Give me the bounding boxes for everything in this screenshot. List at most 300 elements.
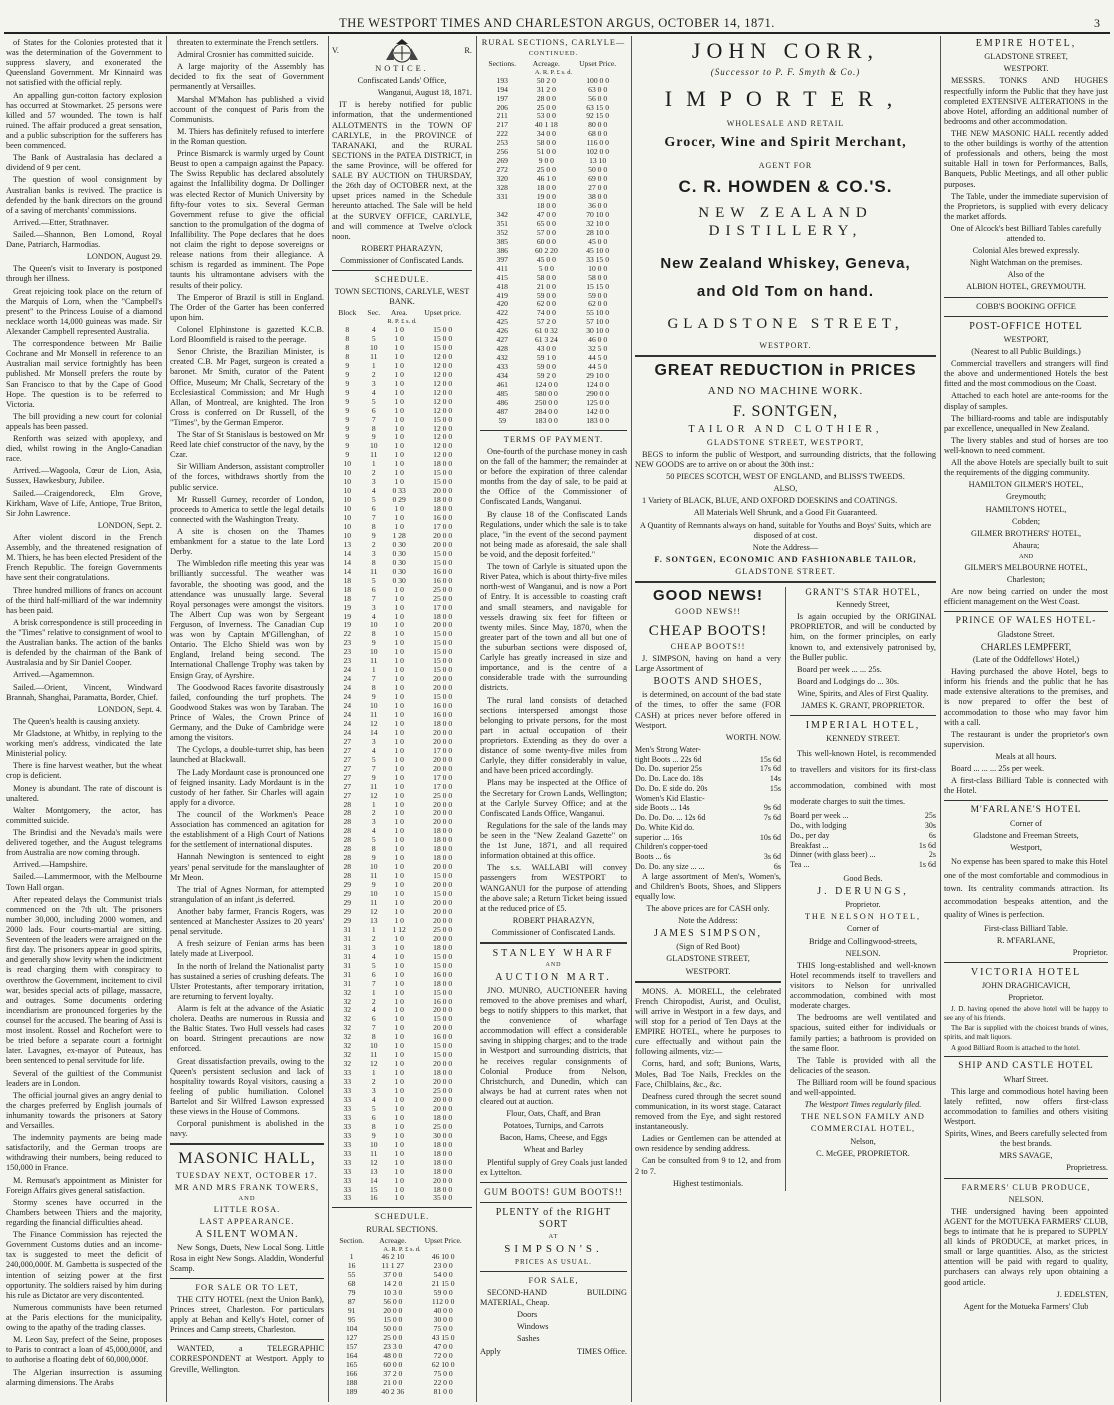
nelson-streets: Bridge and Collingwood-streets, — [808, 936, 918, 946]
wine-line: Wine, Spirits, and Ales of First Quality. — [797, 688, 929, 698]
table-cell: 20 0 0 — [433, 727, 453, 737]
table-cell: 11 — [370, 450, 378, 460]
rural-heading: RURAL SECTIONS. — [366, 1224, 438, 1234]
simpson-town: WESTPORT. — [685, 966, 731, 976]
terms-heading: TERMS OF PAYMENT. — [503, 434, 604, 444]
rule — [332, 1207, 472, 1208]
table-cell: 28 — [343, 808, 352, 818]
table-cell: 9 — [371, 880, 376, 890]
table-cell: 33 — [343, 1103, 352, 1113]
table-cell: 1 0 — [394, 629, 404, 639]
edelsten-name: J. EDELSTEN, — [1056, 1289, 1108, 1299]
mfarlane-town: Westport, — [1010, 843, 1042, 853]
imperial-body: This well-known Hotel, is recommended to travellers and visitors for its first-class accommodation, combined with most moderate charges to suit the times. — [790, 749, 936, 806]
table-cell: 165 — [345, 1359, 358, 1369]
news-paragraph: An appalling gun-cotton factory explosion has occurred at Stowmarket. 25 persons were killed and 57 wounded. The town is half ruined. The affair produced a great sensation, and a public subscription for the sufferers has been commenced. — [6, 90, 162, 151]
imperial-tariff — [790, 811, 936, 870]
post-town: WESTPORT, — [1003, 334, 1049, 344]
table-cell: 1 0 — [394, 1041, 404, 1051]
table-cell: 1 0 — [394, 844, 404, 854]
table-cell: 2 — [371, 539, 376, 549]
column-header: Block — [338, 308, 357, 318]
table-cell: 28 — [343, 871, 352, 881]
tweeds-line: 50 PIECES SCOTCH, WEST OF ENGLAND, and BLISS'S TWEEDS. — [666, 472, 905, 482]
table-cell: 33 — [343, 1130, 352, 1140]
price-value: 10s 6d — [759, 832, 781, 842]
table-cell: 1 0 — [394, 656, 404, 666]
table-cell: 45 0 0 — [536, 254, 556, 264]
grants-body: Is again occupied by the ORIGINAL PROPRIETOR, and will be conducted by him, on the former principles, on early known to, and extensively patronised by, the Buller public. — [790, 612, 936, 662]
table-cell: 24 — [343, 683, 352, 693]
table-cell: 43 0 0 — [536, 344, 556, 354]
price-row — [635, 774, 781, 784]
table-cell: 25 0 0 — [536, 165, 556, 175]
table-cell: 116 0 0 — [586, 138, 609, 148]
table-cell: 104 — [345, 1323, 358, 1333]
news-paragraph: threaten to exterminate the French settlers. — [177, 38, 319, 47]
table-cell: 29 — [343, 906, 352, 916]
price-row — [790, 860, 936, 870]
table-cell: 31 — [343, 942, 352, 952]
table-cell: 142 0 0 — [586, 406, 610, 416]
table-cell: 60 0 0 — [536, 236, 556, 246]
table-cell: 342 — [496, 209, 508, 219]
table-cell: 15 0 0 — [433, 629, 453, 639]
table-cell: 17 0 0 — [433, 781, 453, 791]
table-cell: 16 0 0 — [433, 575, 453, 585]
table-cell: 10 — [369, 441, 378, 451]
greymouth: Greymouth; — [1005, 492, 1047, 502]
times-office: TIMES Office. — [576, 1346, 627, 1356]
price-value: 3s 6d — [763, 852, 781, 862]
table-cell: 53 0 0 — [536, 111, 556, 121]
royal-coat-of-arms-icon — [382, 38, 422, 64]
table-cell: 419 — [496, 290, 508, 300]
nelson-body: THIS long-established and well-known Hotel recommends itself to travellers and visitors to Nelson for unrivalled accommodation, combined with most moderate charges. — [790, 960, 936, 1011]
note-address: Note the Address— — [752, 542, 819, 552]
table-cell: 30 0 0 — [433, 1130, 453, 1140]
table-cell: 20 0 0 — [433, 530, 453, 540]
table-cell: 15 — [369, 1184, 378, 1194]
table-cell: 16 0 0 — [433, 710, 453, 719]
table-cell: 31 — [343, 960, 352, 970]
table-cell: 11 — [370, 781, 378, 791]
price-value: 6s — [928, 830, 936, 840]
column-header: Acreage. — [532, 59, 560, 69]
table-cell: 47 0 0 — [536, 209, 556, 219]
table-cell: 1 0 — [394, 620, 404, 630]
table-cell: 27 — [343, 790, 352, 800]
news-paragraph: Stormy scenes have occurred in the Chambers between Thiers and the majority, regarding the financial difficulties ahead. — [6, 1197, 162, 1228]
price-item: Board per week ... — [790, 811, 849, 821]
news-paragraph: Sailed.—Orient, Vincent, Windward Brannah, Shanghai, Paramatta, Border, Chief. — [6, 682, 162, 702]
table-cell: 1 0 — [394, 1184, 404, 1194]
table-cell: 31 — [343, 933, 352, 943]
table-cell: 27 — [343, 781, 352, 791]
prince-body: Having purchased the above Hotel, begs to inform his friends and the public that he has made extensive alterations to the premises, and is now prepared to offer the best of accommodation to those who may favor him with a call. — [944, 667, 1108, 727]
table-cell: 15 0 0 — [433, 477, 453, 487]
news-paragraph: Arrived.—Agamemnon. — [13, 670, 95, 680]
table-cell: 1 0 — [394, 584, 404, 594]
assortment: A large assortment of Men's, Women's, and Children's Boots, Shoes, and Slippers equally low. — [635, 871, 781, 901]
table-cell: 35 0 0 — [433, 1193, 453, 1203]
table-cell: 20 0 0 — [433, 906, 453, 916]
table-cell: 50 0 0 — [383, 1323, 403, 1333]
advertising-column — [635, 38, 936, 1400]
table-cell: 253 — [496, 138, 508, 148]
simpsons-shop: SIMPSON'S. — [504, 1242, 603, 1255]
column-header: Section. — [339, 1235, 364, 1245]
table-cell: 12 0 0 — [433, 378, 453, 388]
table-cell: 20 0 0 — [433, 754, 453, 764]
lempfert-name: CHARLES LEMPFERT, — [980, 642, 1072, 653]
post-office-hotel-heading: POST-OFFICE HOTEL — [969, 320, 1083, 332]
column-divider — [940, 36, 941, 1402]
table-cell: 33 — [343, 1175, 352, 1185]
news-column-1 — [6, 38, 162, 1400]
table-cell: 95 — [347, 1314, 356, 1324]
red-boot-sign: (Sign of Red Boot) — [676, 942, 740, 952]
table-cell: 45 0 0 — [588, 236, 608, 246]
table-cell: 1 0 — [394, 1005, 404, 1015]
table-cell: 8 — [371, 423, 376, 433]
table-cell: 48 0 0 — [383, 1350, 403, 1360]
board-week: Board per week ... ... 25s. — [797, 664, 882, 674]
price-value: 15s 6d — [759, 754, 781, 764]
sontgen-body: BEGS to inform the public of Westport, and surrounding districts, that the following NEW GOODS are to arrive on or about the 30th inst.: — [635, 449, 936, 470]
news-paragraph: The Wimbledon rifle meeting this year was brilliantly successful. The weather was favorable, the shooting was good, and the attendance was unusually large. Several Royal personages were amongst the visitors. The Albert Cup was won by Sergeant Ferguson, of Inverness. The Canadian Cup was won by Captain M'Gillenghan, of Ontario. The Elcho Shield was won by England, Ireland being second. The International Challenge Trophy was taken by Ensign Gray, of Ayrshire. — [170, 559, 324, 680]
masthead — [0, 0, 1114, 34]
rule — [790, 715, 936, 716]
table-cell: 10 — [369, 342, 378, 352]
table-cell: 32 5 0 — [588, 344, 608, 354]
column-divider — [166, 36, 167, 1402]
table-cell: 25 0 0 — [433, 924, 453, 934]
price-row — [635, 803, 781, 813]
for-sale-heading: FOR SALE, — [528, 1275, 579, 1285]
table-cell: 23 — [343, 638, 352, 648]
table-cell: 1 0 — [394, 1130, 404, 1140]
city-hotel-ad: THE CITY HOTEL (next the Union Bank), Princes street, Charleston. For particulars apply at Behan and Kelly's Hotel, corner of Princes and Camp streets, Charleston. — [170, 1294, 324, 1335]
produce-line: Potatoes, Turnips, and Carrots — [503, 1121, 604, 1131]
produce-line: Bacon, Hams, Cheese, and Eggs — [499, 1133, 608, 1143]
table-cell: 20 0 0 — [433, 763, 453, 773]
price-row — [635, 794, 781, 804]
table-cell: 18 0 0 — [536, 183, 556, 193]
apply-label: Apply — [480, 1346, 501, 1356]
table-cell: 1 0 — [394, 817, 404, 827]
table-cell: 51 0 0 — [536, 147, 556, 157]
table-cell: 87 — [347, 1297, 356, 1307]
news-paragraphs — [6, 717, 162, 1388]
table-cell: 1 0 — [394, 1086, 404, 1096]
news-paragraph: After repeated delays the Communist trials commenced on the 7th ult. The prisoners number 30,000, including 2000 women, and 2000 lads. Four courts-martial are sitting. Seventeen of the leaders were arraigned on the first day. The prisoners appear in good spirits, and generally show levity when the indictment is read charging them with conspiracy to overthrow the Government, incitement to civil war, besides special acts of pillage, massacre, and outrages. Some documents ordering incendiarism are pronounced forgeries by the counsel for the accused. The bearing of Assi is most insolent. Rossel and Rochefort were to be tried before a separate court a fortnight later. Lavagnes, ex-mayor of Puteaux, has been sentenced to penal servitude for life. — [6, 894, 162, 1066]
table-cell: 11 — [370, 1050, 378, 1060]
table-row — [480, 417, 627, 426]
savage-title: Proprietress. — [1066, 1163, 1108, 1173]
table-cell: 6 — [371, 405, 376, 415]
item-line: Windows — [517, 1322, 549, 1332]
table-cell: 15 0 0 — [433, 414, 453, 424]
table-cell: 124 0 0 — [534, 380, 558, 390]
mfarlane-heading: M'FARLANE'S HOTEL — [970, 805, 1082, 816]
table-cell: 127 — [345, 1332, 358, 1342]
rule — [635, 581, 936, 583]
table-cell: 10 — [369, 862, 378, 872]
table-cell: 352 — [496, 227, 508, 237]
table-cell: 20 0 0 — [383, 1305, 403, 1315]
table-cell: 12 — [369, 718, 378, 728]
howden-heading: C. R. HOWDEN & CO.'S. — [678, 177, 893, 197]
imperial-hotel-heading: IMPERIAL HOTEL, — [805, 720, 921, 732]
table-cell: 12 0 0 — [433, 405, 453, 415]
news-paragraph: of States for the Colonies protested that it was the determination of the Government to suppress slavery, and exonerated the Queensland Government. Mr Kinnaird was not satisfied with the official reply. — [6, 38, 162, 88]
table-row — [332, 1388, 472, 1397]
table-cell: 10 3 0 — [383, 1288, 403, 1298]
table-cell: 40 2 36 — [381, 1386, 405, 1396]
table-cell: 18 0 0 — [433, 1112, 453, 1122]
notice-office: Confiscated Lands' Office, — [357, 76, 447, 86]
table-cell: 8 — [345, 325, 350, 335]
table-cell: 10 — [343, 468, 352, 478]
table-cell: 28 — [343, 826, 352, 836]
post-body: Commercial travellers and strangers will find the above and undermentioned Hotels the best fitted and the most commodious on the Coast. — [944, 359, 1108, 389]
news-paragraph: The Finance Commission has rejected the Government Customs duties and an income-tax is suggested to meet the deficit of 240,000,000f. M. Gambetta is suspected of the intention of seizing power at the first opportunity. The soldiers raised by him during his rule as Dictator are very discontented. — [6, 1230, 162, 1300]
price-value: 14s — [769, 774, 781, 784]
table-cell: 46 0 0 — [588, 335, 608, 345]
table-cell: 1 0 — [394, 727, 404, 737]
table-cell: 24 — [343, 674, 352, 684]
table-cell: 157 — [345, 1341, 358, 1351]
price-value: 1s 6d — [918, 840, 936, 850]
table-cell: 4 — [371, 387, 376, 397]
signer-title: Commissioner of Confiscated Lands. — [491, 927, 616, 937]
building-material-ad: SECOND-HAND BUILDING MATERIAL, Cheap. — [480, 1288, 627, 1308]
news-paragraph: A large majority of the Assembly has decided to fix the seat of Government permanently at Versailles. — [170, 62, 324, 92]
table-cell: 32 — [343, 996, 352, 1006]
table-cell: 425 — [496, 317, 508, 327]
ship-body: This large and commodious hotel having been lately refitted, now offers first-class accommodation to families and others visiting Westport. — [944, 1086, 1108, 1127]
table-cell: 59 — [498, 415, 507, 425]
table-cell: 75 0 0 — [433, 1323, 453, 1333]
table-cell: 3 — [371, 817, 376, 827]
table-cell: 32 — [343, 1023, 352, 1033]
also-line: ALSO, — [773, 484, 798, 494]
table-cell: 10 — [343, 459, 352, 469]
table-cell: 33 15 0 — [586, 254, 610, 264]
table-cell: 2 — [371, 1077, 376, 1087]
table-cell: 124 0 0 — [586, 380, 610, 390]
table-cell: 8 — [345, 342, 350, 352]
table-cell: 22 — [343, 629, 352, 639]
table-cell: 5 — [371, 575, 376, 585]
table-cell: 1 0 — [394, 1166, 404, 1176]
table-cell: 21 0 0 — [536, 281, 556, 291]
price-item: superior ... 16s — [635, 832, 683, 842]
ad-last: LAST APPEARANCE. — [199, 1217, 295, 1227]
table-cell: 1 0 — [394, 414, 404, 424]
table-cell: 18 — [343, 584, 352, 594]
table-cell: 16 — [347, 1261, 356, 1271]
table-cell: 0 30 — [392, 566, 406, 576]
table-cell: 434 — [496, 371, 508, 381]
table-cell: 60 2 20 — [534, 245, 558, 255]
wharf-street: Wharf Street. — [1003, 1074, 1049, 1084]
ahaura: Ahaura; — [1012, 540, 1040, 550]
table-cell: 4 — [371, 1094, 376, 1104]
table-cell: 411 — [496, 263, 508, 273]
news-paragraph: Arrived.—Etter, Strathnaver. — [13, 217, 109, 227]
price-value: 9s 6d — [763, 803, 781, 813]
table-cell: 20 0 0 — [433, 736, 453, 746]
news-paragraph: The Queen's health is causing anxiety. — [13, 716, 140, 726]
rule — [170, 1143, 324, 1145]
table-cell: 422 — [496, 308, 508, 318]
table-cell: 1 — [371, 459, 376, 469]
table-cell: 6 — [371, 1112, 376, 1122]
table-cell: 47 0 0 — [433, 1341, 453, 1351]
table-cell: 13 10 — [589, 156, 607, 166]
table-cell: 1 0 — [394, 1059, 404, 1069]
boots-shoes-heading: BOOTS AND SHOES, — [653, 676, 763, 688]
table-cell: 44 5 0 — [588, 353, 608, 363]
table-cell: 11 — [370, 1148, 378, 1158]
table-cell: 1 0 — [394, 1050, 404, 1060]
table-cell: 3 — [371, 548, 376, 558]
table-cell: 40 0 0 — [433, 1305, 453, 1315]
table-cell: 16 0 0 — [433, 513, 453, 523]
price-item: Do. Do. any size ... ... — [635, 861, 705, 871]
table-cell: 12 0 0 — [433, 396, 453, 406]
ad-title: MASONIC HALL, — [178, 1150, 316, 1168]
table-cell: 59 0 0 — [536, 290, 556, 300]
table-cell: 9 — [345, 450, 350, 460]
table-cell: 18 0 0 — [433, 495, 453, 505]
news-paragraph: The Brindisi and the Nevada's mails were delivered together, and the August telegrams from Australia are now coming through. — [6, 827, 162, 858]
table-cell: 18 0 0 — [433, 504, 453, 514]
table-cell: 24 — [343, 665, 352, 675]
table-cell: 18 0 0 — [433, 942, 453, 952]
table-cell: 1 0 — [394, 710, 404, 719]
table-cell: 33 — [343, 1068, 352, 1078]
gum-boots-heading: GUM BOOTS! GUM BOOTS!! — [484, 1186, 623, 1197]
table-cell: 1 0 — [394, 1193, 404, 1203]
worth-now: WORTH. NOW. — [725, 732, 781, 742]
table-cell: 189 — [345, 1386, 358, 1396]
table-cell: 17 0 0 — [433, 521, 453, 531]
table-cell: 4 — [371, 486, 376, 496]
table-cell: 5 0 0 — [538, 263, 554, 273]
table-cell: 37 2 0 — [383, 1368, 403, 1378]
table-cell: 386 — [496, 245, 508, 255]
table-cell: 14 2 0 — [383, 1279, 403, 1289]
rule — [480, 1202, 627, 1203]
family-hotel: THE NELSON FAMILY AND — [801, 1112, 925, 1122]
gilmer-hotel: HAMILTON GILMER'S HOTEL, — [968, 480, 1084, 490]
simpson-name: JAMES SIMPSON, — [653, 928, 763, 940]
table-cell: 20 0 0 — [433, 620, 453, 630]
table-cell: 23 3 0 — [383, 1341, 403, 1351]
table-cell: 0 30 — [392, 557, 406, 567]
table-cell: 18 0 0 — [536, 200, 556, 210]
table-cell: 45 10 0 — [586, 245, 610, 255]
table-cell: 33 — [343, 1139, 352, 1149]
simpson-body: is determined, on account of the bad state of the times, to offer the same (FOR CASH) at prices never before offered in Westport. — [635, 690, 781, 730]
table-cell: 55 10 0 — [586, 308, 610, 318]
table-cell: 8 — [371, 557, 376, 567]
table-cell: 1 0 — [394, 1103, 404, 1113]
table-cell: 18 0 0 — [433, 1139, 453, 1149]
table-cell: 461 — [496, 380, 508, 390]
news-paragraph: The question of wool consignment by Australian banks is revived. The practice is defended by the bank directors on the ground of a saving of merchants' commissions. — [6, 175, 162, 215]
table-cell: 24 — [343, 692, 352, 702]
news-paragraph: Regulations for the sale of the lands may be seen in the "New Zealand Gazette" on the 1st June, 1871, and all required information obtained at this office. — [480, 820, 627, 861]
table-cell: 59 0 0 — [433, 1288, 453, 1298]
table-cell: 32 — [343, 1050, 352, 1060]
table-cell: 10 — [343, 504, 352, 514]
table-cell: 427 — [496, 335, 508, 345]
post-all: All the above Hotels are specially built to suit the requirements of the digging community. — [944, 458, 1108, 478]
table-cell: 58 0 0 — [536, 272, 556, 282]
table-cell: 1 0 — [394, 396, 404, 406]
table-cell: 11 1 27 — [381, 1261, 405, 1271]
news-paragraph: Sailed.—Shannon, Ben Lomond, Royal Dane, Patriarch, Harmodias. — [6, 229, 162, 250]
news-paragraph: The Emperor of Brazil is still in England. The Order of the Garter has been conferred upon him. — [170, 292, 324, 322]
table-cell: 0 29 — [392, 495, 406, 505]
price-value: 17s 6d — [759, 764, 781, 774]
table-cell: 14 — [369, 1175, 378, 1185]
table-cell: 193 — [496, 75, 508, 85]
victoria-body: J. D. having opened the above hotel will be happy to see any of his friends. — [944, 1005, 1108, 1022]
table-cell: 28 — [343, 844, 352, 854]
table-cell: 15 15 0 — [586, 281, 610, 291]
table-cell: 12 — [369, 906, 378, 916]
table-cell: 5 — [371, 835, 376, 845]
table-cell: 11 — [370, 710, 378, 719]
table-cell: 10 0 0 — [588, 263, 608, 273]
table-cell: 4 — [371, 951, 376, 961]
table-cell: 5 — [371, 960, 376, 970]
table-cell: 1 0 — [394, 799, 404, 809]
table-cell: 6 — [371, 584, 376, 594]
table-cell: 397 — [496, 254, 508, 264]
news-paragraph: M. Leon Say, prefect of the Seine, proposes to Paris to contract a loan of 45,000,000f, and to authorise a floating debt of 60,000,000f. — [6, 1335, 162, 1365]
news-paragraph: Renforth was seized with apoplexy, and died, whilst rowing in the Anglo-Canadian race. — [6, 434, 162, 464]
table-cell: 32 10 0 — [586, 218, 610, 228]
table-cell: 11 — [370, 871, 378, 881]
table-cell: 27 — [343, 772, 352, 782]
table-cell: 20 0 0 — [433, 1094, 453, 1104]
price-item: Children's copper-toed — [635, 842, 708, 852]
table-cell: 32 — [343, 987, 352, 997]
table-cell: 9 — [345, 405, 350, 415]
price-row — [635, 823, 781, 833]
table-cell: 9 — [345, 423, 350, 433]
morell-ladies: Ladies or Gentlemen can be attended at own residence by sending address. — [635, 1134, 781, 1154]
news-paragraph: The correspondence between Mr Bailie Cochrane and Mr Monsell in reference to an Australian mail service fortnightly has been published. Mr Monsell prefers the route by San Francisco to that by the Cape of Good Hope. The question is to be referred to Victoria. — [6, 339, 162, 409]
table-cell: 15 0 0 — [433, 889, 453, 899]
table-cell: 33 — [343, 1166, 352, 1176]
table-cell: 10 — [343, 513, 352, 523]
table-cell: 1 0 — [394, 736, 404, 746]
table-cell: 28 — [343, 862, 352, 872]
table-cell: 27 — [343, 745, 352, 755]
table-cell: 1 0 — [394, 665, 404, 675]
table-cell: 10 — [369, 620, 378, 630]
table-cell: 18 0 0 — [433, 1166, 453, 1176]
derungs-name: J. DERUNGS, — [817, 886, 909, 898]
table-cell: 1 0 — [394, 387, 404, 397]
